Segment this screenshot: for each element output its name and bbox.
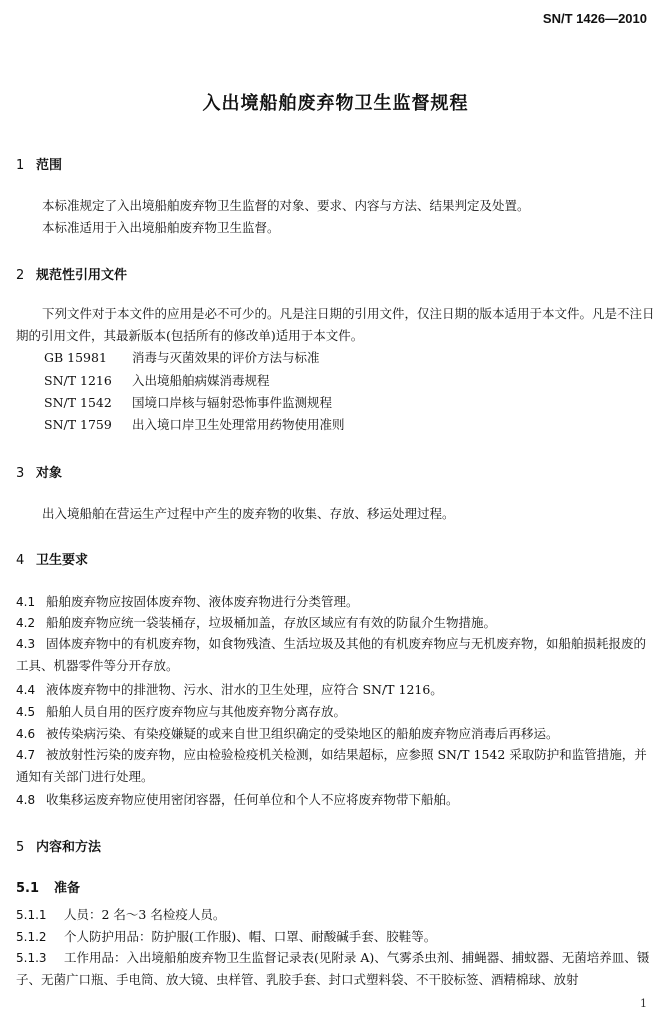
reference-title: 入出境船舶病媒消毒规程 [132,373,270,388]
item-number: 4.7 [16,748,36,762]
paragraph: 本标准规定了入出境船舶废弃物卫生监督的对象、要求、内容与方法、结果判定及处置。 [42,198,530,213]
section-number: 3 [16,466,25,481]
reference-code: SN/T 1216 [44,373,112,388]
section-number: 2 [16,268,25,283]
subsection-heading [16,877,80,896]
reference-code: SN/T 1759 [44,417,112,432]
requirement-item [16,617,496,630]
item-number: 4.3 [16,637,36,651]
item-number: 4.1 [16,595,36,609]
section-number: 1 [16,158,25,173]
item-text: 被放射性污染的废弃物，应由检验检疫机关检测，如结果超标，应参照 SN/T 1542 采取防护和监管措施，并通知有关部门进行处理。 [16,747,647,784]
item-text: 个人防护用品：防护服(工作服)、帽、口罩、耐酸碱手套、胶鞋等。 [64,929,437,944]
section-title: 对象 [36,466,63,481]
requirement-item [16,633,658,677]
content-item [16,931,436,944]
item-number: 4.2 [16,616,36,630]
section-title: 规范性引用文件 [36,268,128,283]
item-text: 船舶废弃物应统一袋装桶存，垃圾桶加盖，存放区域应有有效的防鼠介生物措施。 [46,615,497,630]
reference-title: 消毒与灭菌效果的评价方法与标准 [132,350,320,365]
item-number: 5.1.1 [16,908,47,922]
item-text: 人员：2 名～3 名检疫人员。 [64,907,226,922]
section-5-heading [16,836,101,855]
reference-item [44,397,332,410]
item-text: 收集移运废弃物应使用密闭容器，任何单位和个人不应将废弃物带下船舶。 [46,792,459,807]
section-4-heading [16,549,88,568]
reference-item [44,419,345,432]
item-number: 4.4 [16,683,36,697]
section-title: 范围 [36,158,63,173]
item-text: 船舶人员自用的医疗废弃物应与其他废弃物分离存放。 [46,704,347,719]
requirement-item [16,794,459,807]
page-number: 1 [640,997,647,1010]
section-title: 卫生要求 [36,553,89,568]
requirement-item [16,744,658,788]
subsection-title: 准备 [54,881,81,896]
page-title: 入出境船舶废弃物卫生监督规程 [202,93,469,114]
section-number: 4 [16,553,25,568]
reference-title: 国境口岸核与辐射恐怖事件监测规程 [132,395,333,410]
paragraph: 下列文件对于本文件的应用是必不可少的。凡是注日期的引用文件，仅注日期的版本适用于本文件。凡是不注日期的引用文件，其最新版本(包括所有的修改单)适用于本文件。 [16,306,655,343]
content-item [16,947,658,991]
requirement-item [16,596,359,609]
requirement-item [16,706,346,719]
item-text: 被传染病污染、有染疫嫌疑的或来自世卫组织确定的受染地区的船舶废弃物应消毒后再移运。 [46,726,559,741]
subsection-number: 5.1 [16,881,40,896]
section-title: 内容和方法 [36,840,102,855]
requirement-item [16,728,559,741]
paragraph: 出入境船舶在营运生产过程中产生的废弃物的收集、存放、移运处理过程。 [42,506,455,521]
reference-code: GB 15981 [44,350,107,365]
reference-item [44,352,320,365]
paragraph: 本标准适用于入出境船舶废弃物卫生监督。 [42,220,280,235]
section-number: 5 [16,840,25,855]
item-number: 5.1.3 [16,951,47,965]
requirement-item [16,684,443,697]
item-number: 4.6 [16,727,36,741]
item-text: 船舶废弃物应按固体废弃物、液体废弃物进行分类管理。 [46,594,359,609]
section-1-heading [16,154,62,173]
item-text: 工作用品：入出境船舶废弃物卫生监督记录表(见附录 A)、气雾杀虫剂、捕蝇器、捕蚊器、无菌培养皿、镊子、无菌广口瓶、手电筒、放大镜、虫样管、乳胶手套、封口式塑料袋、不干胶标签、酒精棉球、放射 [16,950,650,987]
content-item [16,909,225,922]
standard-code: SN/T 1426—2010 [542,11,647,26]
item-number: 4.8 [16,793,36,807]
section-3-heading [16,462,62,481]
item-text: 固体废弃物中的有机废弃物，如食物残渣、生活垃圾及其他的有机废弃物应与无机废弃物，如船舶损耗报废的工具、机器零件等分开存放。 [16,636,647,673]
reference-code: SN/T 1542 [44,395,112,410]
item-number: 4.5 [16,705,36,719]
item-text: 液体废弃物中的排泄物、污水、泔水的卫生处理，应符合 SN/T 1216。 [46,682,443,697]
item-number: 5.1.2 [16,930,47,944]
section-2-heading [16,264,127,283]
reference-title: 出入境口岸卫生处理常用药物使用准则 [132,417,345,432]
reference-item [44,375,270,388]
